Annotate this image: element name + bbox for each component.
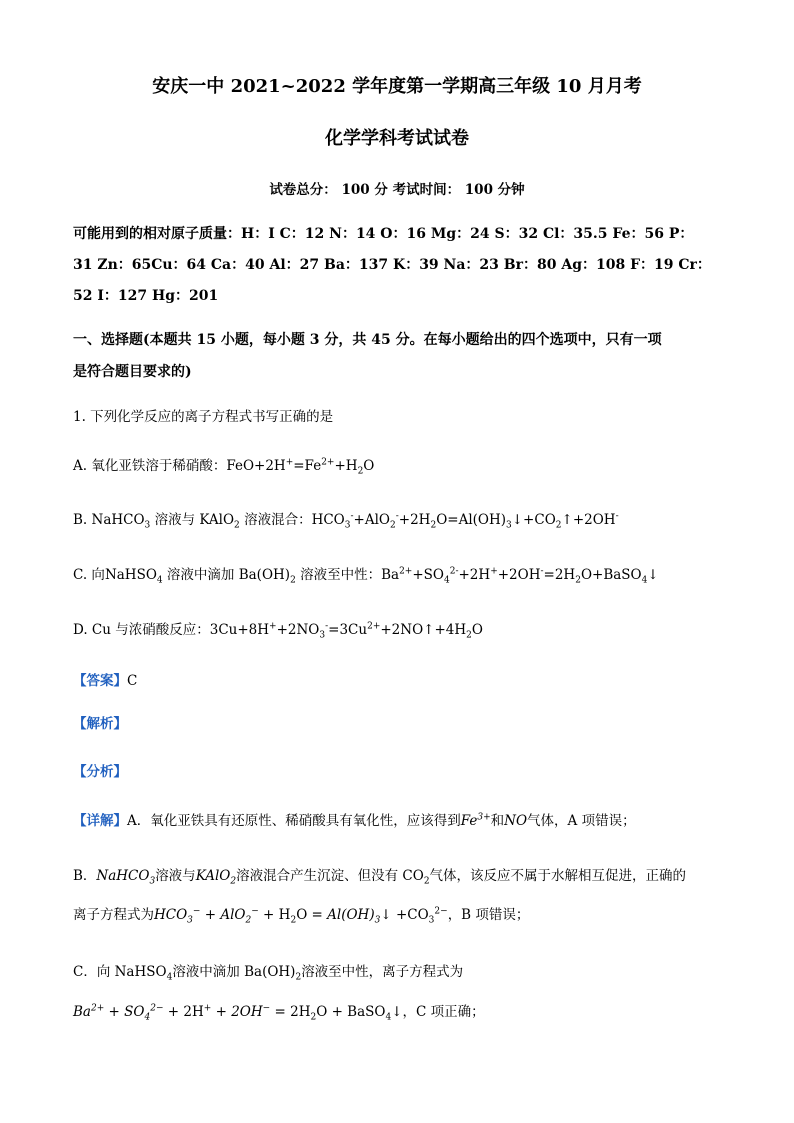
option-b-equation: $_3$ 溶液与 KAlO$_2$ 溶液混合：$HCO_3^-+AlO_2^-+2H_2O=Al(OH)_3↓+CO_2↑+2OH^-$ — [144, 511, 619, 531]
answer-line — [73, 669, 137, 689]
question-stem: 1. 下列化学反应的离子方程式书写正确的是 — [73, 409, 334, 425]
option-a-label: A. 氧化亚铁溶于稀硝酸： — [73, 458, 227, 474]
detail-c-1: C．向 NaHSO$_4$溶液中滴加 $Ba(OH)_2$溶液至中性，离子方程式为 — [73, 964, 464, 983]
detail-b-text-2: 溶液混合产生沉淀、但没有 CO — [236, 868, 424, 884]
fenxi-tag: 【分析】 — [73, 764, 127, 780]
atomic-mass-line-2: 31 Zn：65Cu：64 Ca：40 Al：27 Ba：137 K：39 Na：23 Br：80 Ag：108 F：19 Cr： — [73, 257, 711, 273]
detail-c-2 — [73, 1000, 485, 1023]
option-a-equation: $FeO+2H^+=Fe^{2+}+H_2O$ — [226, 457, 375, 477]
detail-b-text-4: 离子方程式为 — [73, 907, 154, 923]
option-c — [73, 563, 659, 586]
detail-c-equation: $Ba^{2+} + SO_4^{2-} + 2H^+ + 2OH^- = 2H_2O$ + BaSO$_4$↓ — [73, 1003, 403, 1023]
exam-title: 安庆一中 2021~2022 学年度第一学期高三年级 10 月月考 — [152, 76, 642, 97]
detail-b-label: B． — [73, 868, 97, 884]
section-heading-1: 一、选择题(本题共 15 小题，每小题 3 分，共 45 分。在每小题给出的四个选项中，只有一项 — [73, 332, 662, 348]
exam-meta: 试卷总分： 100 分 考试时间： 100 分钟 — [269, 182, 525, 198]
detail-tag: 【详解】 — [73, 813, 127, 829]
fe3-formula: $Fe^{3+}$ — [460, 812, 491, 829]
atomic-mass-line-3: 52 I：127 Hg：201 — [73, 288, 219, 304]
option-c-equation: NaHSO$_4$ 溶液中滴加 $Ba(OH)_2$ 溶液至中性：$Ba^{2+}+SO_4^{2-}+2H^++2OH^-=2H_2O+BaSO_4↓$ — [104, 566, 659, 586]
option-b — [73, 508, 619, 531]
detail-c-text-1: C．向 NaHSO — [73, 964, 167, 980]
section-heading-2: 是符合题目要求的) — [73, 364, 192, 380]
detail-b-text-1: 溶液与 — [155, 868, 196, 884]
detail-a-end: 气体，A 项错误； — [527, 813, 636, 829]
analysis-tag: 【解析】 — [73, 716, 127, 732]
detail-c-end: ，C 项正确； — [402, 1004, 485, 1020]
kalo2-formula: KAlO$_2$ — [195, 868, 237, 887]
answer-tag: 【答案】 — [73, 673, 127, 689]
detail-b-end: ，B 项错误； — [447, 907, 530, 923]
option-b-label: B. NaHCO — [73, 512, 145, 528]
detail-b-text-3: 气体，该反应不属于水解相互促进，正确的 — [429, 868, 687, 884]
option-c-label: C. 向 — [73, 567, 105, 583]
detail-b-2 — [73, 903, 529, 926]
detail-c-text-2: 溶液中滴加 Ba(OH) — [172, 964, 296, 980]
detail-b-equation: $HCO_3^- + AlO_2^- + H_2O$ = $Al(OH)_3↓ +CO_3^{2-}$ — [154, 906, 448, 926]
detail-a — [73, 809, 636, 829]
detail-a-text: A．氧化亚铁具有还原性、稀硝酸具有氧化性，应该得到 — [127, 813, 461, 829]
detail-b-1: B．NaHCO$_3$溶液与KAlO$_2$溶液混合产生沉淀、但没有 $CO_2$气体，该反应不属于水解相互促进，正确的 — [73, 868, 687, 887]
detail-c-text-3: 溶液至中性，离子方程式为 — [301, 964, 464, 980]
answer-value: C — [127, 673, 138, 689]
option-d-label: D. Cu 与浓硝酸反应： — [73, 622, 210, 638]
option-d-equation: $3Cu+8H^++2NO_3^-=3Cu^{2+}+2NO↑+4H_2O$ — [209, 621, 483, 641]
no-formula: NO — [504, 813, 528, 829]
detail-a-and: 和 — [490, 813, 505, 829]
atomic-mass-line-1: 可能用到的相对原子质量：H：I C：12 N：14 O：16 Mg：24 S：32 Cl：35.5 Fe：56 P： — [73, 226, 694, 242]
option-d — [73, 618, 483, 641]
nahco3-formula: NaHCO$_3$ — [96, 868, 156, 887]
option-a — [73, 454, 374, 477]
subject-title: 化学学科考试试卷 — [325, 128, 469, 149]
